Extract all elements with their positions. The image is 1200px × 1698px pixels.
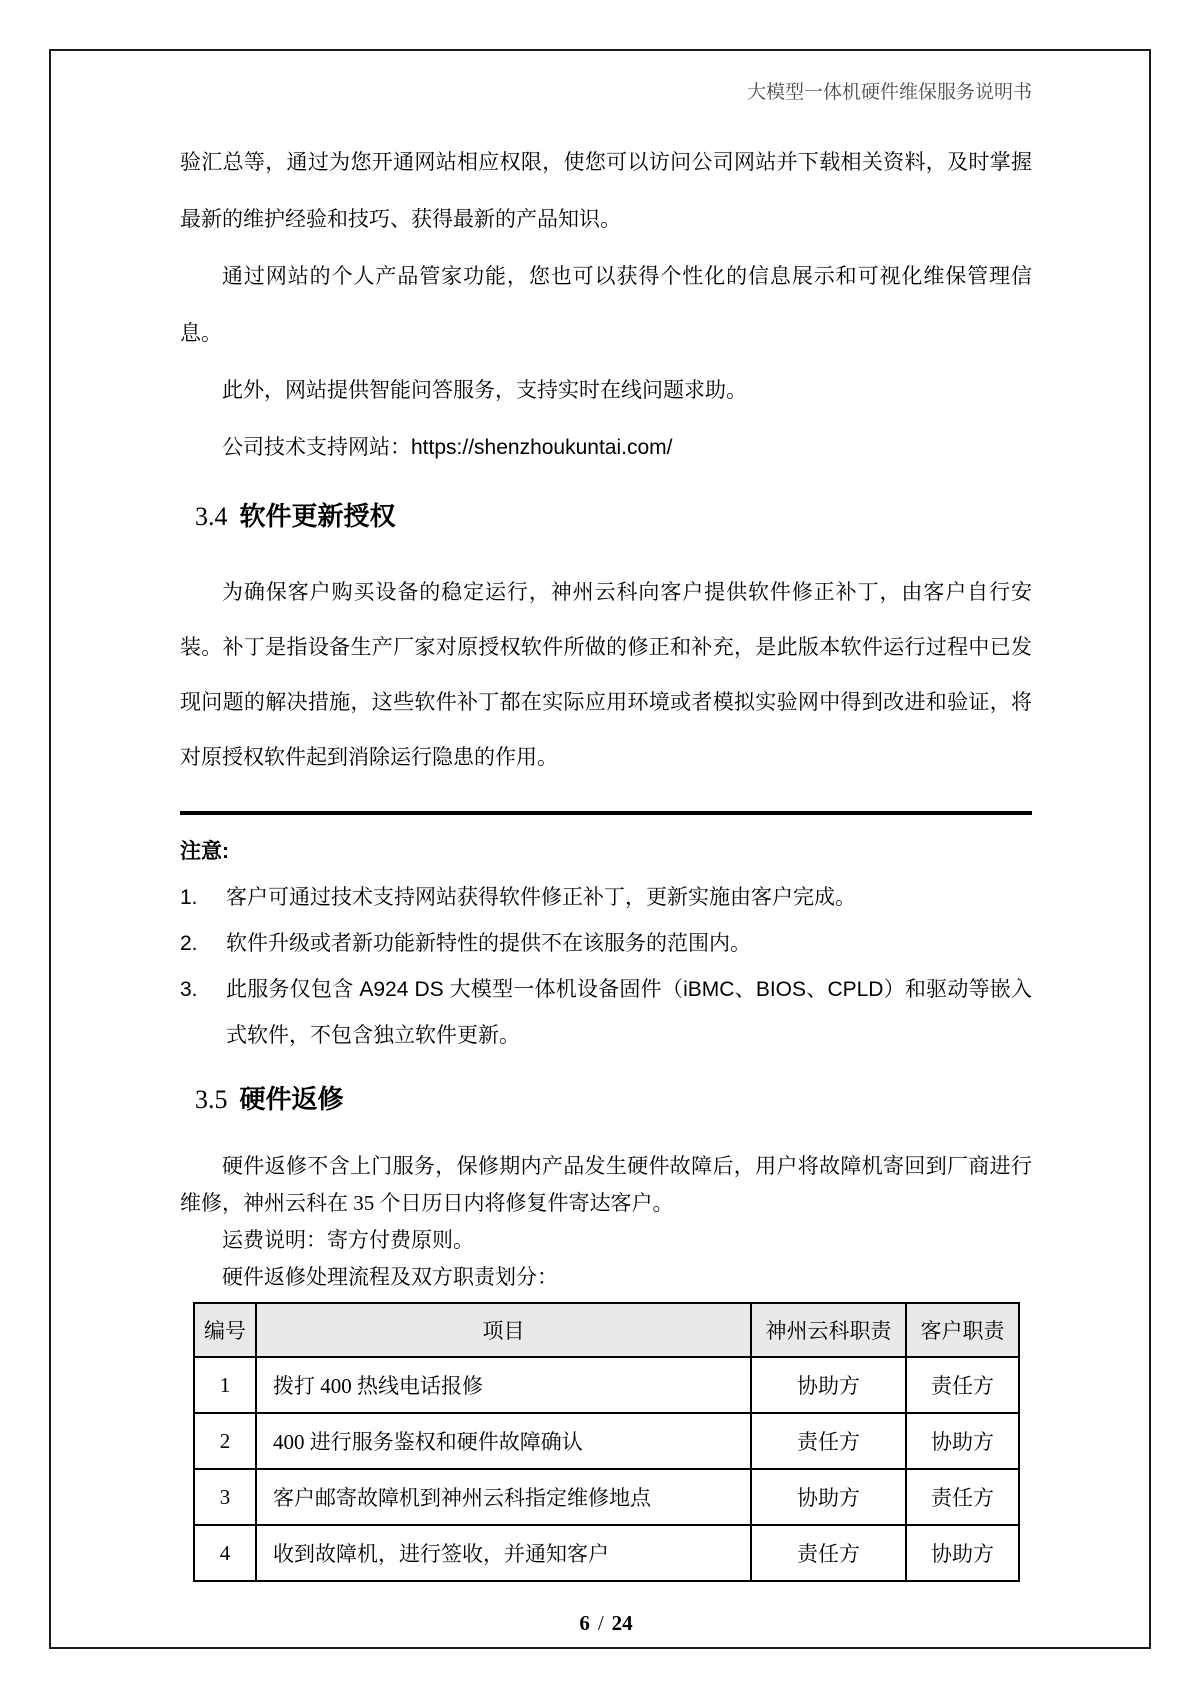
column-header-vendor-duty: 神州云科职责	[751, 1303, 906, 1357]
section-3-5-heading	[180, 1081, 1032, 1122]
page-number-current: 6	[579, 1611, 590, 1635]
table-header-row	[194, 1303, 1019, 1357]
support-site-url: https://shenzhoukuntai.com/	[411, 436, 673, 459]
paragraph-software-patch: 为确保客户购买设备的稳定运行，神州云科向客户提供软件修正补丁，由客户自行安装。补丁是指设备生产厂家对原授权软件所做的修正和补充，是此版本软件运行过程中已发现问题的解决措施，这些软件补丁都在实际应用环境或者模拟实验网中得到改进和验证，将对原授权软件起到消除运行隐患的作用。	[180, 581, 1032, 769]
note-item-text: 客户可通过技术支持网站获得软件修正补丁，更新实施由客户完成。	[226, 886, 856, 909]
page-number-total: 24	[611, 1611, 633, 1635]
note-item-text: 此服务仅包含 A924 DS 大模型一体机设备固件（iBMC、BIOS、CPLD）和驱动等嵌入式软件，不包含独立软件更新。	[226, 978, 1032, 1047]
section-3-4-number: 3.4	[195, 502, 228, 531]
paragraph-shipping-note: 运费说明：寄方付费原则。	[222, 1228, 474, 1252]
cell-item: 收到故障机，进行签收，并通知客户	[256, 1525, 751, 1581]
cell-vendor-duty: 责任方	[751, 1413, 906, 1469]
cell-vendor-duty: 协助方	[751, 1357, 906, 1413]
cell-customer-duty: 协助方	[906, 1413, 1019, 1469]
running-header: 大模型一体机硬件维保服务说明书	[746, 82, 1032, 103]
page-number	[180, 1608, 1032, 1638]
note-item-number: 2.	[180, 932, 198, 955]
cell-number: 3	[194, 1469, 256, 1525]
paragraph-hardware-return: 硬件返修不含上门服务，保修期内产品发生硬件故障后，用户将故障机寄回到厂商进行维修，神州云科在 35 个日历日内将修复件寄达客户。	[180, 1154, 1032, 1215]
cell-number: 1	[194, 1357, 256, 1413]
note-label: 注意:	[180, 840, 229, 863]
cell-vendor-duty: 责任方	[751, 1525, 906, 1581]
section-3-4-heading	[180, 498, 1032, 539]
cell-item: 400 进行服务鉴权和硬件故障确认	[256, 1413, 751, 1469]
intro-paragraphs	[180, 134, 1032, 476]
note-item	[180, 967, 1032, 1059]
note-item-text: 软件升级或者新功能新特性的提供不在该服务的范围内。	[226, 932, 751, 955]
cell-customer-duty: 责任方	[906, 1469, 1019, 1525]
note-item	[180, 875, 1032, 921]
section-3-5-body	[180, 1148, 1032, 1296]
paragraph-continuation: 验汇总等，通过为您开通网站相应权限，使您可以访问公司网站并下载相关资料，及时掌握最新的维护经验和技巧、获得最新的产品知识。	[180, 151, 1032, 231]
section-3-5-number: 3.5	[195, 1085, 228, 1114]
note-item-number: 1.	[180, 886, 198, 909]
cell-number: 2	[194, 1413, 256, 1469]
cell-customer-duty: 责任方	[906, 1357, 1019, 1413]
table-row	[194, 1469, 1019, 1525]
section-3-4-body	[180, 565, 1032, 785]
note-item-number: 3.	[180, 978, 198, 1001]
cell-item: 拨打 400 热线电话报修	[256, 1357, 751, 1413]
paragraph-product-manager: 通过网站的个人产品管家功能，您也可以获得个性化的信息展示和可视化维保管理信息。	[180, 265, 1032, 345]
column-header-item: 项目	[256, 1303, 751, 1357]
cell-customer-duty: 协助方	[906, 1525, 1019, 1581]
cell-vendor-duty: 协助方	[751, 1469, 906, 1525]
column-header-number: 编号	[194, 1303, 256, 1357]
section-3-4-title: 软件更新授权	[239, 501, 396, 531]
table-row	[194, 1357, 1019, 1413]
responsibility-table	[193, 1302, 1020, 1582]
table-row	[194, 1525, 1019, 1581]
support-site-label: 公司技术支持网站：	[222, 436, 411, 459]
paragraph-smart-qa: 此外，网站提供智能问答服务，支持实时在线问题求助。	[222, 379, 747, 402]
note-item	[180, 921, 1032, 967]
page-content	[180, 80, 1032, 1638]
note-list	[180, 875, 1032, 1059]
section-3-5-title: 硬件返修	[239, 1084, 344, 1114]
cell-item: 客户邮寄故障机到神州云科指定维修地点	[256, 1469, 751, 1525]
cell-number: 4	[194, 1525, 256, 1581]
page-number-separator: /	[597, 1611, 604, 1635]
column-header-customer-duty: 客户职责	[906, 1303, 1019, 1357]
paragraph-table-intro: 硬件返修处理流程及双方职责划分：	[222, 1265, 558, 1289]
table-row	[194, 1413, 1019, 1469]
paragraph-support-site	[180, 419, 1032, 476]
note-block	[180, 811, 1032, 1059]
